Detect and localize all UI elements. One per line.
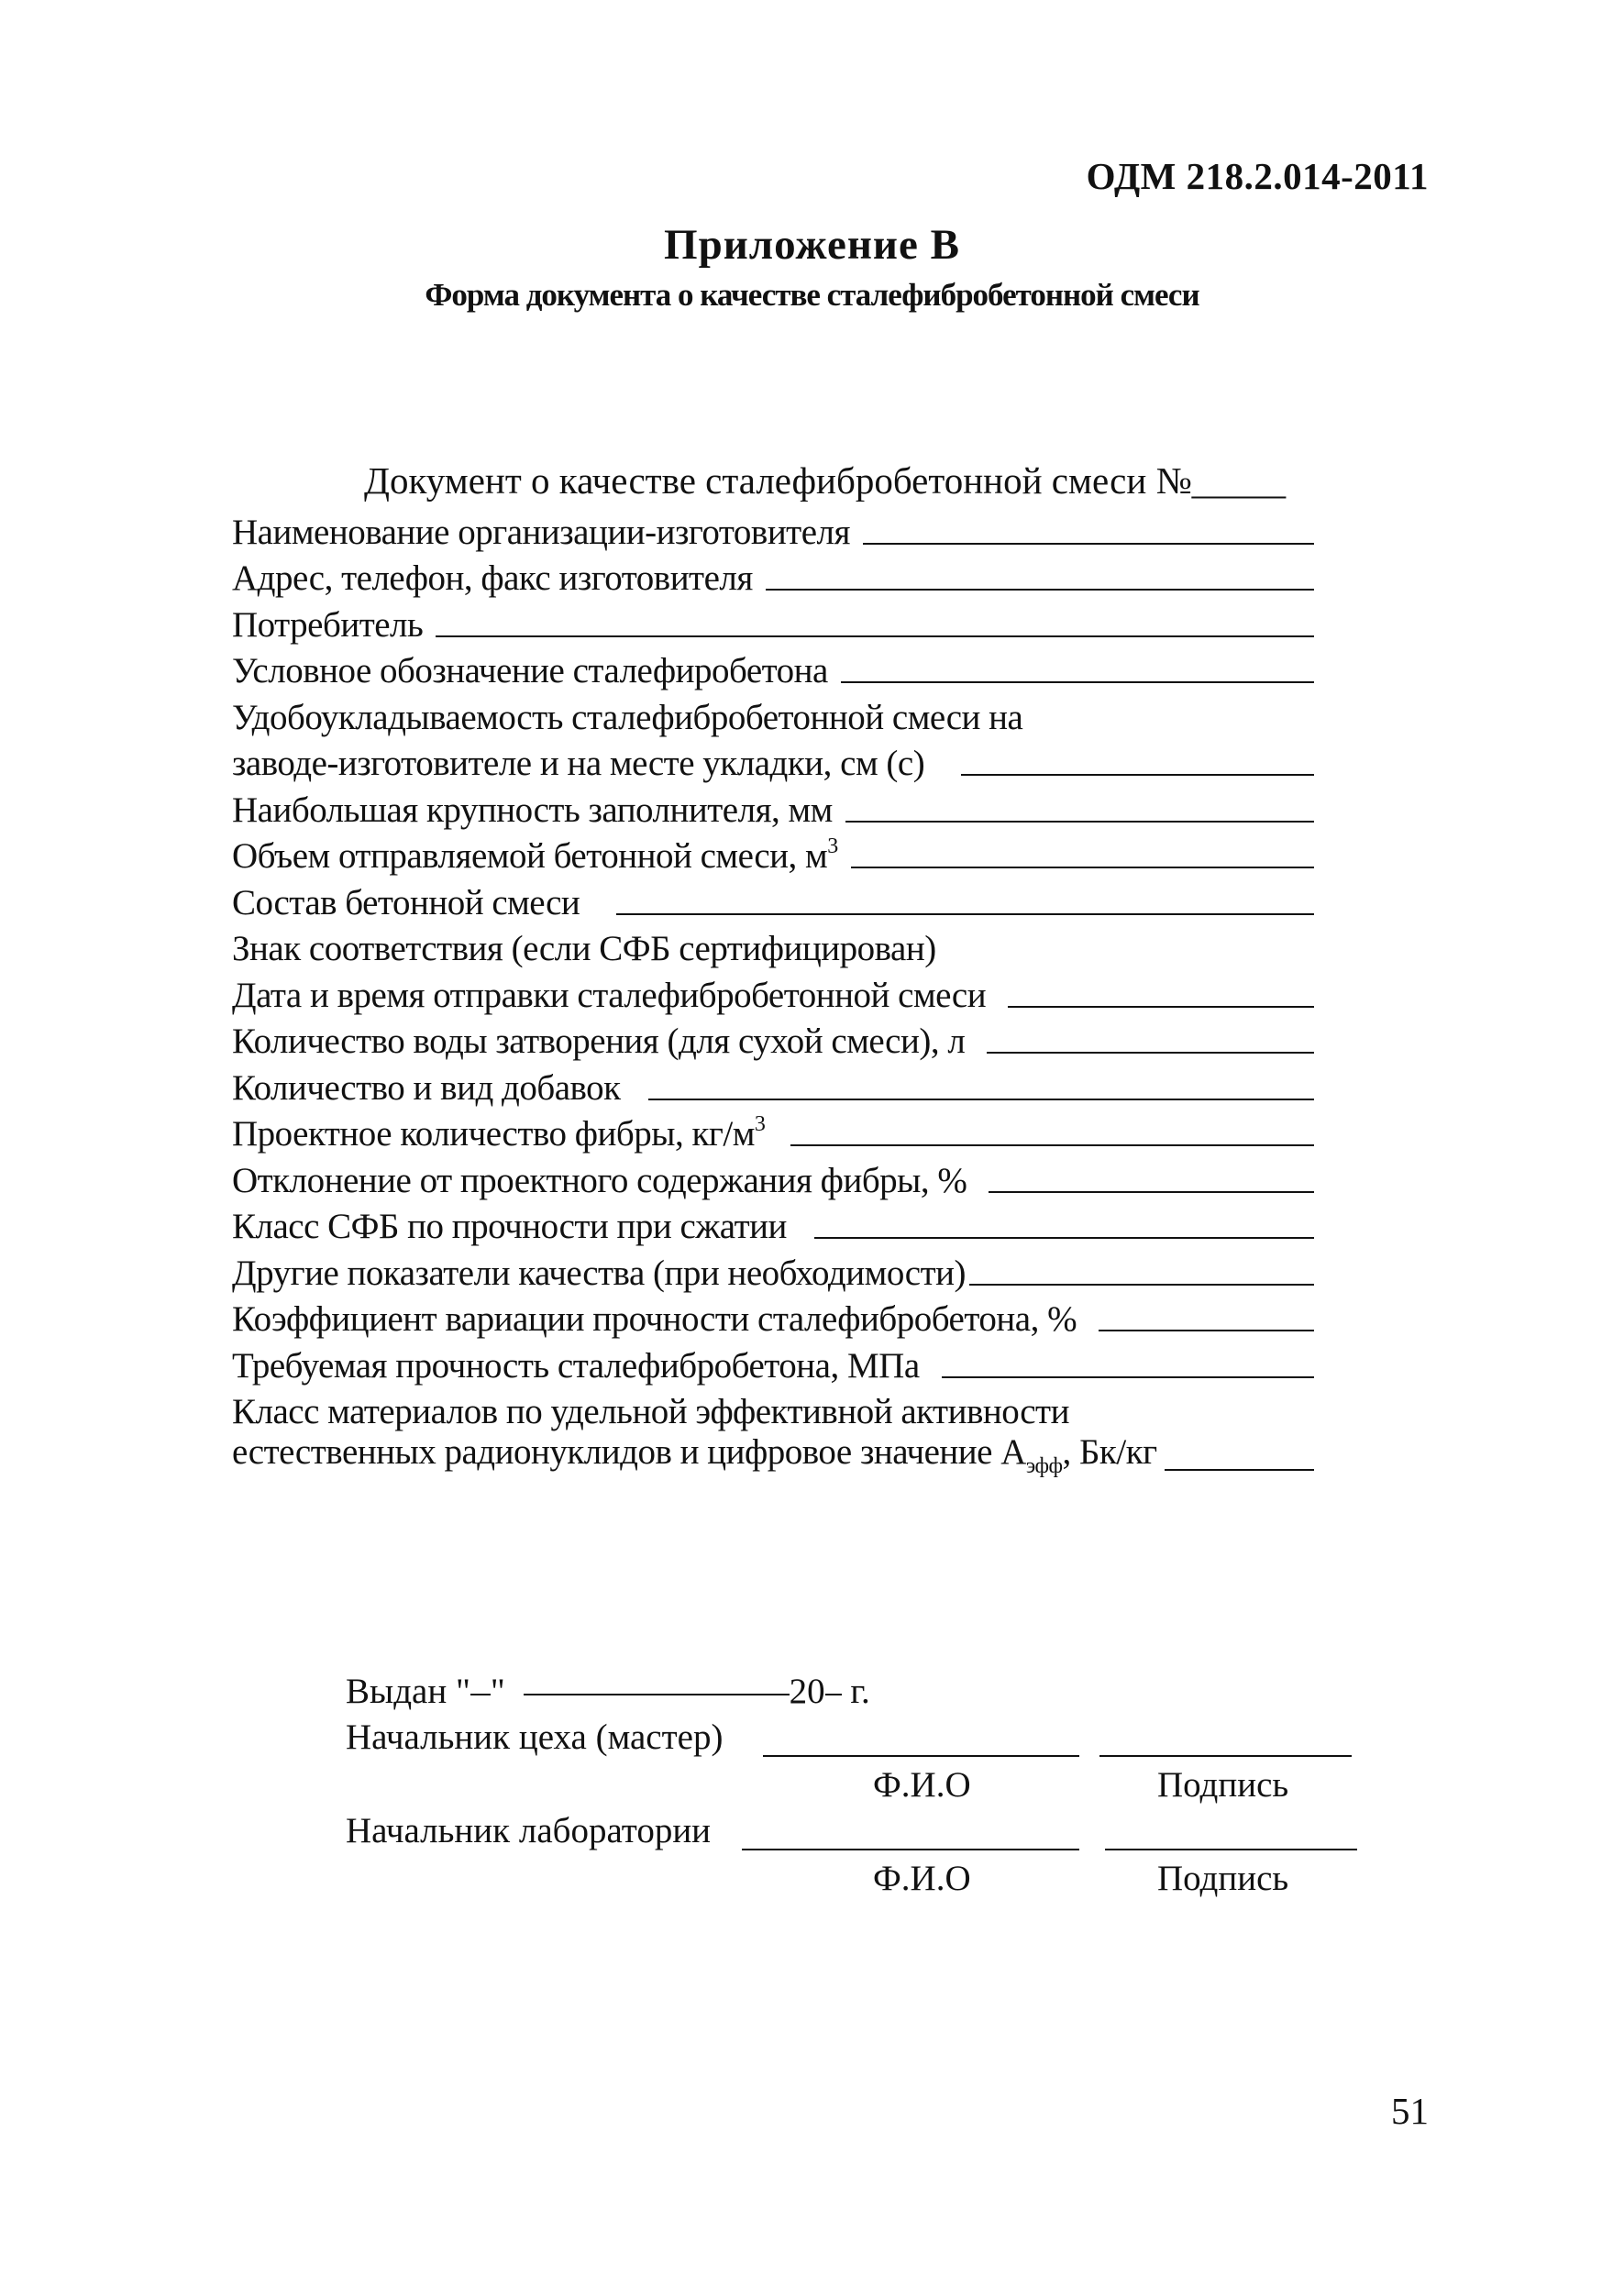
- head-lab-label: Начальник лаборатории: [346, 1811, 712, 1850]
- field-additives: [232, 1062, 1314, 1109]
- field-radioactivity-line1: [232, 1386, 1314, 1433]
- fill-line[interactable]: [766, 589, 1314, 591]
- field-workability: [232, 738, 1314, 785]
- field-required-strength: [232, 1340, 1314, 1386]
- field-variation-coefficient: [232, 1294, 1314, 1341]
- head-shop-fio-line[interactable]: [763, 1755, 1079, 1757]
- head-lab-fio-caption: Ф.И.О: [873, 1859, 971, 1898]
- field-label: Наименование организации-изготовителя: [232, 512, 850, 552]
- fill-line[interactable]: [790, 1144, 1314, 1146]
- fill-line[interactable]: [1008, 1006, 1314, 1008]
- field-label: Условное обозначение сталефиробетона: [232, 651, 828, 690]
- head-lab-fio-line[interactable]: [742, 1849, 1079, 1850]
- field-label: Коэффициент вариации прочности сталефибробетона, %: [232, 1299, 1077, 1339]
- head-lab-signature-caption: Подпись: [1157, 1859, 1289, 1898]
- form-title: Документ о качестве сталефибробетонной смеси №_____: [364, 459, 1287, 502]
- fill-line[interactable]: [1165, 1469, 1314, 1471]
- field-label: Другие показатели качества (при необходимости): [232, 1253, 966, 1293]
- field-label: Дата и время отправки сталефибробетонной смеси: [232, 975, 987, 1015]
- fill-line[interactable]: [436, 635, 1314, 637]
- fill-line[interactable]: [863, 543, 1314, 545]
- fill-line[interactable]: [851, 867, 1314, 868]
- field-label: Состав бетонной смеси: [232, 882, 580, 922]
- head-lab-signature-line[interactable]: [1105, 1849, 1357, 1850]
- field-water-amount: [232, 1016, 1314, 1063]
- field-label: Потребитель: [232, 604, 424, 645]
- field-label: Класс СФБ по прочности при сжатии: [232, 1207, 787, 1246]
- field-radioactivity: [232, 1432, 1314, 1479]
- head-shop-signature-caption: Подпись: [1157, 1765, 1289, 1805]
- fill-line[interactable]: [648, 1099, 1314, 1100]
- head-shop-row: [346, 1717, 1354, 1762]
- field-address: [232, 553, 1314, 600]
- fill-line[interactable]: [969, 1284, 1314, 1286]
- field-label: заводе-изготовителе и на месте укладки, см (с): [232, 744, 925, 783]
- field-label: Отклонение от проектного содержания фибры, %: [232, 1160, 967, 1200]
- field-fiber-amount: [232, 1109, 1314, 1155]
- fill-line[interactable]: [942, 1376, 1314, 1378]
- fill-line[interactable]: [1099, 1330, 1314, 1331]
- fill-line[interactable]: [989, 1191, 1314, 1193]
- issued-date-line: Выдан " " 20 г.: [346, 1672, 870, 1711]
- issued-month-blank[interactable]: [524, 1694, 790, 1695]
- field-label: Объем отправляемой бетонной смеси, $м^3$: [232, 834, 838, 876]
- field-label: Требуемая прочность сталефибробетона, МПа: [232, 1345, 920, 1386]
- field-label: Знак соответствия (если СФБ сертифицирован): [232, 929, 936, 968]
- document-code: ОДМ 218.2.014-2011: [1086, 155, 1429, 197]
- appendix-title: Приложение В: [664, 221, 960, 269]
- field-label: Удобоукладываемость сталефибробетонной смеси на: [232, 697, 1023, 737]
- head-lab-row: [346, 1810, 1364, 1856]
- fill-line[interactable]: [841, 681, 1314, 683]
- field-label: Наибольшая крупность заполнителя, мм: [232, 790, 833, 830]
- field-label: Класс материалов по удельной эффективной активности: [232, 1392, 1069, 1431]
- form-fields: [232, 506, 1314, 1479]
- field-consumer: [232, 599, 1314, 646]
- field-label: Количество воды затворения (для сухой смеси), л: [232, 1022, 966, 1061]
- issued-year-blank[interactable]: [825, 1694, 842, 1695]
- appendix-subtitle: Форма документа о качестве сталефибробетонной смеси: [425, 277, 1199, 313]
- fill-line[interactable]: [814, 1237, 1314, 1239]
- head-shop-label: Начальник цеха (мастер): [346, 1717, 724, 1757]
- issued-year-label: 20: [789, 1672, 825, 1711]
- field-other-indicators: [232, 1247, 1314, 1294]
- field-aggregate-size: [232, 784, 1314, 831]
- fill-line[interactable]: [616, 913, 1314, 915]
- field-strength-class: [232, 1201, 1314, 1248]
- field-fiber-deviation: [232, 1154, 1314, 1201]
- field-label: естественных радионуклидов и цифровое значение $А_{эфф}$, Бк/кг: [232, 1431, 1157, 1478]
- field-dispatch-time: [232, 969, 1314, 1016]
- issued-label: Выдан ": [346, 1672, 470, 1711]
- head-shop-signature-line[interactable]: [1099, 1755, 1352, 1757]
- field-volume: [232, 831, 1314, 878]
- page-number: 51: [1391, 2090, 1429, 2132]
- field-composition: [232, 877, 1314, 923]
- field-conformity-mark: [232, 923, 1314, 970]
- fill-line[interactable]: [961, 774, 1314, 776]
- fill-line[interactable]: [987, 1052, 1314, 1054]
- head-shop-fio-caption: Ф.И.О: [873, 1765, 971, 1805]
- field-designation: [232, 646, 1314, 692]
- field-workability-line1: [232, 691, 1314, 738]
- field-label: Количество и вид добавок: [232, 1067, 621, 1108]
- field-manufacturer: [232, 506, 1314, 553]
- field-label: Проектное количество фибры, $кг/м^3$: [232, 1112, 766, 1154]
- issued-day-blank[interactable]: [470, 1694, 491, 1695]
- field-label: Адрес, телефон, факс изготовителя: [232, 558, 753, 598]
- fill-line[interactable]: [845, 821, 1314, 823]
